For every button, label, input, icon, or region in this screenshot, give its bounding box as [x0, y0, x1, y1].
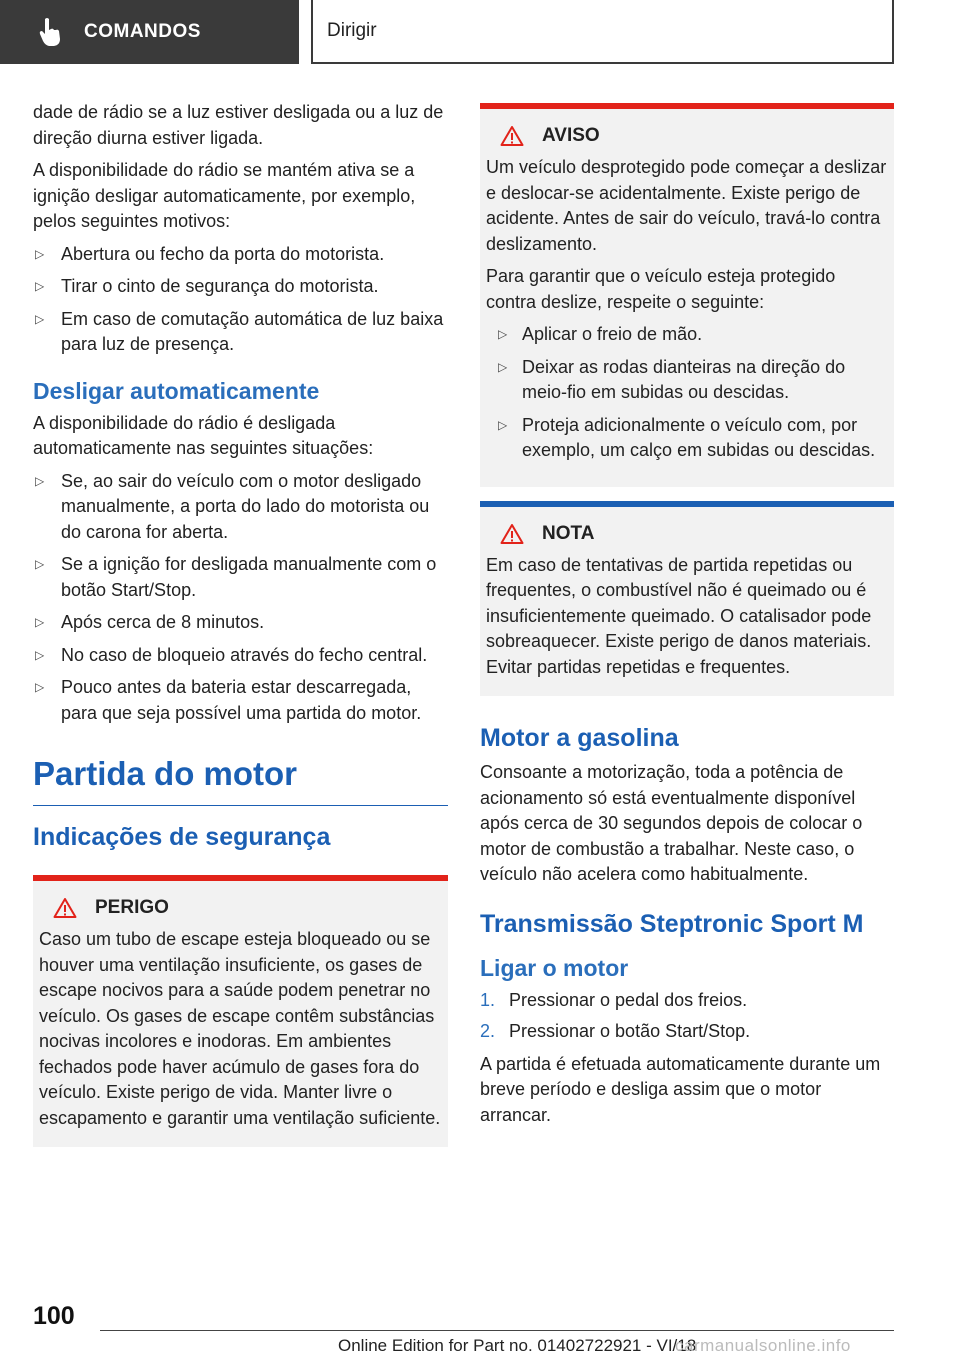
left-column — [33, 100, 448, 1147]
list-item: ▷ Se, ao sair do veículo com o motor desligado manualmente, a porta do lado do motorista ou do carona for aberta. — [33, 469, 448, 546]
footer-divider — [100, 1330, 894, 1331]
auto-off-paragraph: A disponibilidade do rádio é desligada automaticamente nas seguintes situações: — [33, 412, 374, 458]
watermark: carmanualsonline.info — [675, 1336, 851, 1355]
warning-title — [486, 123, 888, 149]
gasoline-heading: Motor a gasolina — [480, 724, 679, 752]
step-number: 1. — [480, 989, 496, 1010]
warning-text-2: Para garantir que o veículo esteja protegido contra deslize, respeite o seguinte: — [486, 266, 836, 312]
safety-heading: Indicações de segurança — [33, 823, 331, 851]
note-text: Em caso de tentativas de partida repetidas ou frequentes, o combustível não é queimado ou é insuficientemente queimado. O catalisador pode sobreaquecer. Existe perigo de danos materiais. Evitar partidas repetidas e frequentes. — [486, 554, 872, 677]
list-item — [480, 988, 894, 1014]
step-text: Pressionar o pedal dos freios. — [509, 989, 748, 1010]
transmission-heading: Transmissão Steptronic Sport M — [480, 909, 864, 938]
danger-text: Caso um tubo de escape esteja bloqueado ou se houver uma ventilação insuficiente, os gases de escape nocivos para a saúde podem penetrar no veículo. Os gases de escape contêm substâncias nocivas incolores e inodoras. Em ambientes fechados pode haver acúmulo de gases fora do veículo. Existe perigo de vida. Manter livre o escapamento e garantir uma ventilação suficiente. — [39, 929, 441, 1128]
reasons-list — [33, 242, 448, 358]
page-number: 100 — [33, 1302, 75, 1330]
list-item: ▷ Pouco antes da bateria estar descarregada, para que seja possível uma partida do motor. — [33, 675, 448, 726]
warning-box — [480, 103, 894, 487]
list-item: ▷ Aplicar o freio de mão. — [486, 322, 888, 348]
page-header — [0, 0, 960, 66]
hand-pointer-icon — [38, 17, 62, 47]
danger-box — [33, 875, 448, 1147]
list-item: ▷ Se a ignição for desligada manualmente com o botão Start/Stop. — [33, 552, 448, 603]
warning-triangle-icon — [500, 523, 524, 545]
note-box — [480, 501, 894, 697]
list-item: ▷ Proteja adicionalmente o veículo com, por exemplo, um calço em subidas ou descidas. — [486, 413, 888, 464]
danger-label: PERIGO — [95, 897, 169, 919]
heading-auto-off: Desligar automaticamente — [33, 377, 320, 404]
intro-paragraph-1: dade de rádio se a luz estiver desligada ou a luz de direção diurna estiver ligada. — [33, 102, 444, 148]
warning-triangle-icon — [500, 125, 524, 147]
list-item — [480, 1019, 894, 1045]
warning-list — [486, 322, 888, 464]
list-item: ▷ Deixar as rodas dianteiras na direção do meio-fio em subidas ou descidas. — [486, 355, 888, 406]
list-item: ▷ No caso de bloqueio através do fecho central. — [33, 643, 448, 669]
start-steps — [480, 988, 894, 1045]
final-paragraph: A partida é efetuada automaticamente durante um breve período e desliga assim que o motor arrancar. — [480, 1053, 881, 1125]
list-item: ▷ Após cerca de 8 minutos. — [33, 610, 448, 636]
chapter-tab — [311, 0, 894, 64]
situations-list — [33, 469, 448, 727]
gasoline-paragraph: Consoante a motorização, toda a potência de acionamento só está eventualmente disponível após cerca de 30 segundos depois de colocar o motor de combustão a trabalhar. Neste caso, o veículo não acelera como habitualmente. — [480, 762, 863, 884]
list-item: ▷ Em caso de comutação automática de luz baixa para luz de presença. — [33, 307, 448, 358]
warning-triangle-icon — [53, 897, 77, 919]
start-engine-heading: Ligar o motor — [480, 954, 629, 981]
note-title — [486, 521, 888, 547]
step-number: 2. — [480, 1021, 496, 1041]
section-label: COMANDOS — [84, 21, 201, 42]
warning-text-1: Um veículo desprotegido pode começar a deslizar e deslocar-se acidentalmente. Existe perigo de acidente. Antes de sair do veículo, travá-lo contra deslizamento. — [486, 157, 887, 254]
right-column — [480, 103, 894, 1135]
section-tab — [0, 0, 299, 64]
intro-paragraph-2: A disponibilidade do rádio se mantém ativa se a ignição desligar automaticamente, por exemplo, pelos seguintes motivos: — [33, 160, 416, 231]
section-title: Partida do motor — [33, 754, 448, 806]
warning-label: AVISO — [542, 125, 600, 147]
list-item: ▷ Tirar o cinto de segurança do motorista. — [33, 274, 448, 300]
step-text: Pressionar o botão Start/Stop. — [509, 1021, 751, 1041]
note-label: NOTA — [542, 522, 595, 544]
edition-text: Online Edition for Part no. 01402722921 - VI/18 — [338, 1336, 697, 1355]
list-item: ▷ Abertura ou fecho da porta do motorista. — [33, 242, 448, 268]
danger-title — [39, 895, 442, 921]
chapter-label: Dirigir — [327, 20, 377, 41]
